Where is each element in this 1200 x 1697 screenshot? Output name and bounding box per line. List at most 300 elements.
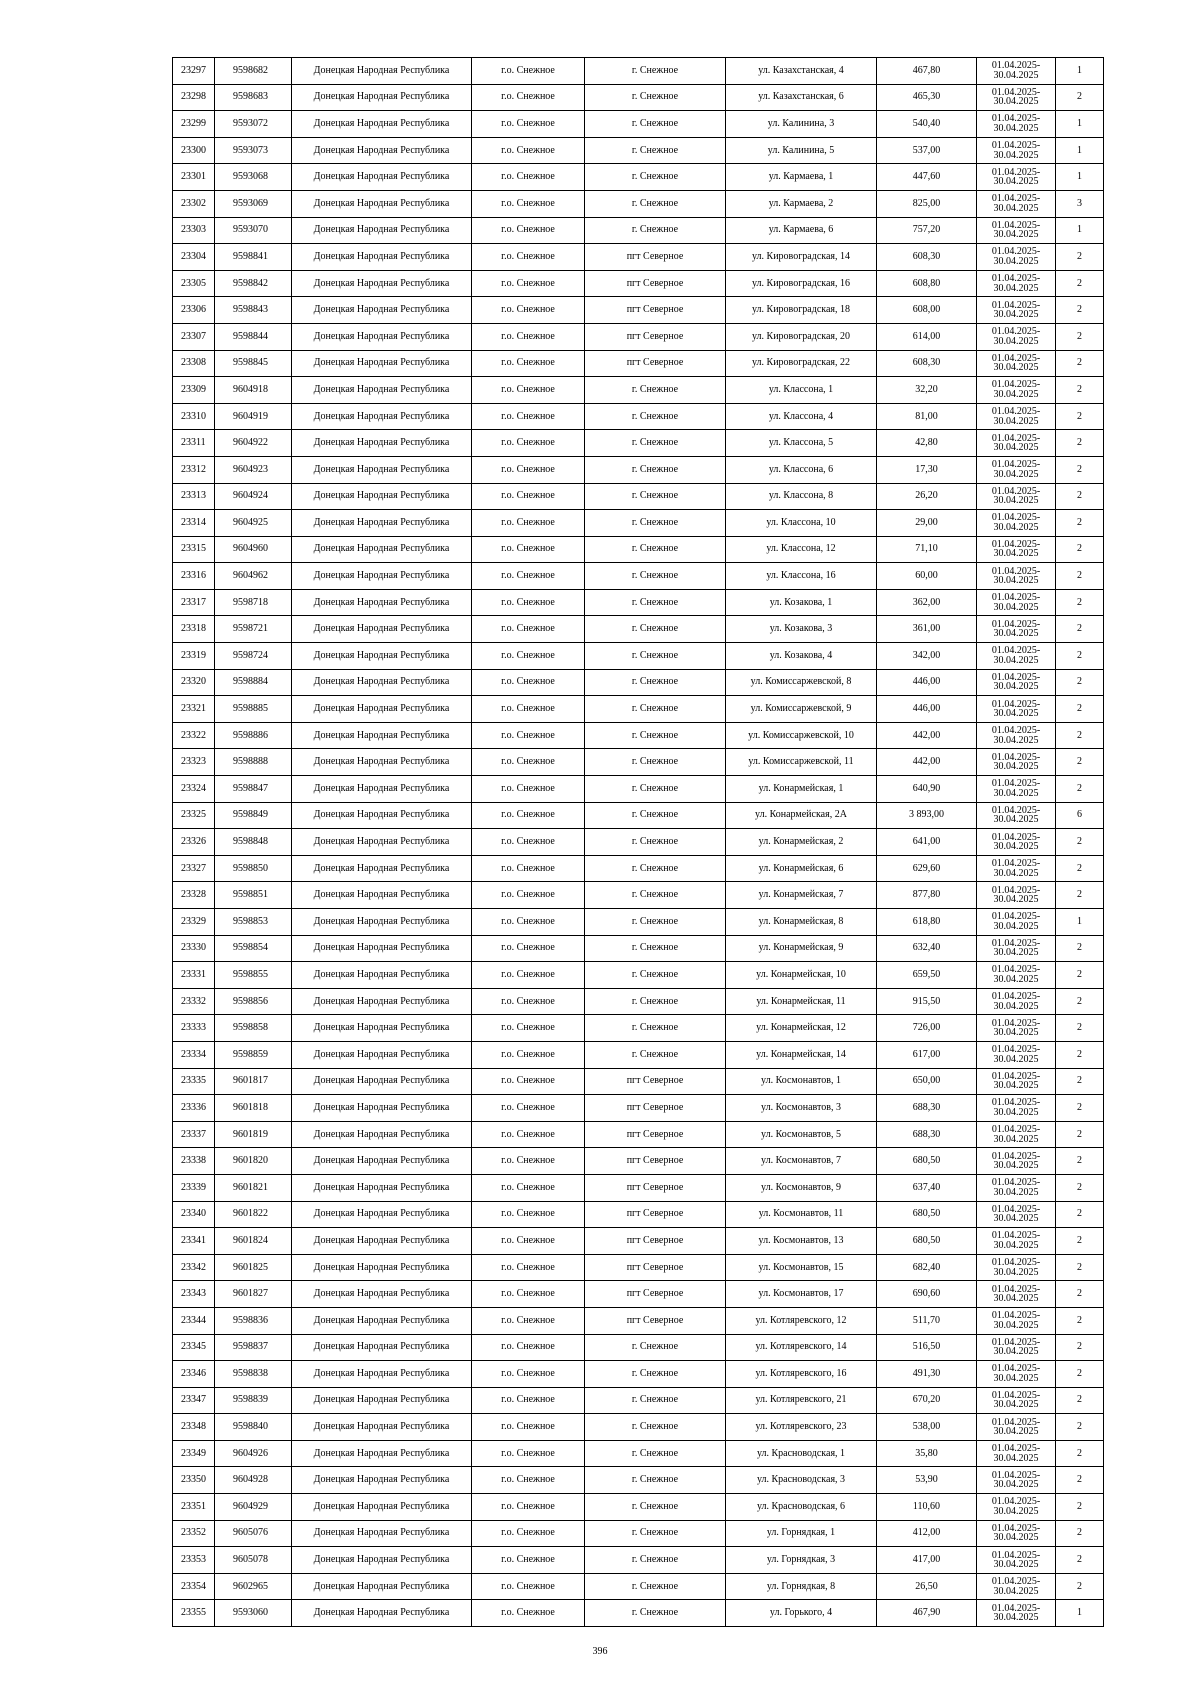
- area-cell: 516,50: [877, 1334, 977, 1361]
- period-end: 30.04.2025: [993, 947, 1039, 959]
- period-end: 30.04.2025: [993, 734, 1039, 746]
- period-cell: [977, 988, 1056, 1015]
- region-cell: Донецкая Народная Республика: [292, 217, 472, 244]
- category-cell: 2: [1056, 1068, 1104, 1095]
- district-cell: г.о. Снежное: [472, 1281, 585, 1308]
- settlement-cell: пгт Северное: [585, 1095, 726, 1122]
- table-row: [173, 669, 1104, 696]
- object-id-cell: 9593072: [215, 111, 292, 138]
- row-number-cell: 23343: [173, 1281, 215, 1308]
- period-cell: [977, 1041, 1056, 1068]
- category-cell: 2: [1056, 536, 1104, 563]
- table-row: [173, 1281, 1104, 1308]
- period-cell: [977, 1254, 1056, 1281]
- district-cell: г.о. Снежное: [472, 1361, 585, 1388]
- region-cell: Донецкая Народная Республика: [292, 643, 472, 670]
- object-id-cell: 9593069: [215, 190, 292, 217]
- object-id-cell: 9598837: [215, 1334, 292, 1361]
- period-start: 01.04.2025-: [991, 698, 1041, 710]
- region-cell: Донецкая Народная Республика: [292, 829, 472, 856]
- address-cell: ул. Конармейская, 12: [726, 1015, 877, 1042]
- area-cell: 53,90: [877, 1467, 977, 1494]
- period-end: 30.04.2025: [993, 1585, 1039, 1597]
- period-cell: [977, 669, 1056, 696]
- region-cell: Донецкая Народная Республика: [292, 111, 472, 138]
- housing-registry-table: [172, 57, 1104, 1627]
- table-row: [173, 350, 1104, 377]
- row-number-cell: 23349: [173, 1440, 215, 1467]
- area-cell: 629,60: [877, 855, 977, 882]
- period-end: 30.04.2025: [993, 1293, 1039, 1305]
- period-cell: [977, 350, 1056, 377]
- district-cell: г.о. Снежное: [472, 297, 585, 324]
- area-cell: 442,00: [877, 749, 977, 776]
- address-cell: ул. Классона, 4: [726, 403, 877, 430]
- period-cell: [977, 1520, 1056, 1547]
- period-start: 01.04.2025-: [991, 911, 1041, 923]
- period-end: 30.04.2025: [993, 1106, 1039, 1118]
- table-row: [173, 1307, 1104, 1334]
- category-cell: 2: [1056, 669, 1104, 696]
- object-id-cell: 9604929: [215, 1494, 292, 1521]
- row-number-cell: 23352: [173, 1520, 215, 1547]
- address-cell: ул. Котляревского, 14: [726, 1334, 877, 1361]
- period-cell: [977, 1467, 1056, 1494]
- period-start: 01.04.2025-: [991, 1283, 1041, 1295]
- settlement-cell: г. Снежное: [585, 1600, 726, 1627]
- period-end: 30.04.2025: [993, 1372, 1039, 1384]
- address-cell: ул. Кармаева, 2: [726, 190, 877, 217]
- district-cell: г.о. Снежное: [472, 58, 585, 85]
- row-number-cell: 23321: [173, 696, 215, 723]
- period-cell: [977, 430, 1056, 457]
- row-number-cell: 23337: [173, 1121, 215, 1148]
- category-cell: 3: [1056, 190, 1104, 217]
- period-cell: [977, 829, 1056, 856]
- area-cell: 614,00: [877, 323, 977, 350]
- category-cell: 2: [1056, 1361, 1104, 1388]
- period-start: 01.04.2025-: [991, 1443, 1041, 1455]
- period-end: 30.04.2025: [993, 681, 1039, 693]
- district-cell: г.о. Снежное: [472, 935, 585, 962]
- address-cell: ул. Казахстанская, 6: [726, 84, 877, 111]
- table-row: [173, 909, 1104, 936]
- period-cell: [977, 802, 1056, 829]
- address-cell: ул. Калинина, 3: [726, 111, 877, 138]
- period-start: 01.04.2025-: [991, 565, 1041, 577]
- address-cell: ул. Котляревского, 12: [726, 1307, 877, 1334]
- region-cell: Донецкая Народная Республика: [292, 935, 472, 962]
- category-cell: 2: [1056, 456, 1104, 483]
- period-cell: [977, 217, 1056, 244]
- period-cell: [977, 137, 1056, 164]
- settlement-cell: г. Снежное: [585, 909, 726, 936]
- category-cell: 2: [1056, 722, 1104, 749]
- row-number-cell: 23318: [173, 616, 215, 643]
- table-row: [173, 58, 1104, 85]
- period-start: 01.04.2025-: [991, 273, 1041, 285]
- period-cell: [977, 1494, 1056, 1521]
- district-cell: г.о. Снежное: [472, 696, 585, 723]
- period-start: 01.04.2025-: [991, 219, 1041, 231]
- row-number-cell: 23301: [173, 164, 215, 191]
- region-cell: Донецкая Народная Республика: [292, 589, 472, 616]
- settlement-cell: г. Снежное: [585, 58, 726, 85]
- settlement-cell: г. Снежное: [585, 430, 726, 457]
- settlement-cell: г. Снежное: [585, 1440, 726, 1467]
- table-body: [173, 58, 1104, 1627]
- period-end: 30.04.2025: [993, 973, 1039, 985]
- row-number-cell: 23311: [173, 430, 215, 457]
- period-start: 01.04.2025-: [991, 618, 1041, 630]
- district-cell: г.о. Снежное: [472, 217, 585, 244]
- period-end: 30.04.2025: [993, 1160, 1039, 1172]
- address-cell: ул. Козакова, 1: [726, 589, 877, 616]
- table-row: [173, 563, 1104, 590]
- region-cell: Донецкая Народная Республика: [292, 962, 472, 989]
- row-number-cell: 23333: [173, 1015, 215, 1042]
- district-cell: г.о. Снежное: [472, 988, 585, 1015]
- area-cell: 680,50: [877, 1228, 977, 1255]
- period-start: 01.04.2025-: [991, 1230, 1041, 1242]
- district-cell: г.о. Снежное: [472, 1148, 585, 1175]
- category-cell: 2: [1056, 616, 1104, 643]
- table-row: [173, 696, 1104, 723]
- period-start: 01.04.2025-: [991, 831, 1041, 843]
- address-cell: ул. Конармейская, 8: [726, 909, 877, 936]
- period-cell: [977, 1573, 1056, 1600]
- settlement-cell: пгт Северное: [585, 350, 726, 377]
- period-cell: [977, 1600, 1056, 1627]
- period-end: 30.04.2025: [993, 920, 1039, 932]
- period-cell: [977, 58, 1056, 85]
- object-id-cell: 9598839: [215, 1387, 292, 1414]
- district-cell: г.о. Снежное: [472, 563, 585, 590]
- settlement-cell: г. Снежное: [585, 749, 726, 776]
- period-end: 30.04.2025: [993, 1000, 1039, 1012]
- district-cell: г.о. Снежное: [472, 1494, 585, 1521]
- row-number-cell: 23307: [173, 323, 215, 350]
- period-start: 01.04.2025-: [991, 804, 1041, 816]
- period-start: 01.04.2025-: [991, 1203, 1041, 1215]
- object-id-cell: 9593060: [215, 1600, 292, 1627]
- settlement-cell: пгт Северное: [585, 1068, 726, 1095]
- area-cell: 35,80: [877, 1440, 977, 1467]
- district-cell: г.о. Снежное: [472, 669, 585, 696]
- object-id-cell: 9598683: [215, 84, 292, 111]
- category-cell: 2: [1056, 430, 1104, 457]
- category-cell: 2: [1056, 749, 1104, 776]
- area-cell: 361,00: [877, 616, 977, 643]
- settlement-cell: г. Снежное: [585, 164, 726, 191]
- category-cell: 2: [1056, 297, 1104, 324]
- category-cell: 1: [1056, 217, 1104, 244]
- table-row: [173, 1520, 1104, 1547]
- region-cell: Донецкая Народная Республика: [292, 244, 472, 271]
- table-row: [173, 1095, 1104, 1122]
- district-cell: г.о. Снежное: [472, 1174, 585, 1201]
- period-cell: [977, 1228, 1056, 1255]
- settlement-cell: пгт Северное: [585, 1228, 726, 1255]
- district-cell: г.о. Снежное: [472, 1387, 585, 1414]
- table-row: [173, 297, 1104, 324]
- district-cell: г.о. Снежное: [472, 1573, 585, 1600]
- region-cell: Донецкая Народная Республика: [292, 616, 472, 643]
- period-cell: [977, 696, 1056, 723]
- row-number-cell: 23312: [173, 456, 215, 483]
- region-cell: Донецкая Народная Республика: [292, 882, 472, 909]
- table-row: [173, 1494, 1104, 1521]
- area-cell: 690,60: [877, 1281, 977, 1308]
- period-end: 30.04.2025: [993, 1053, 1039, 1065]
- address-cell: ул. Конармейская, 7: [726, 882, 877, 909]
- category-cell: 2: [1056, 1494, 1104, 1521]
- object-id-cell: 9598851: [215, 882, 292, 909]
- object-id-cell: 9598859: [215, 1041, 292, 1068]
- row-number-cell: 23347: [173, 1387, 215, 1414]
- address-cell: ул. Конармейская, 10: [726, 962, 877, 989]
- area-cell: 825,00: [877, 190, 977, 217]
- settlement-cell: г. Снежное: [585, 510, 726, 537]
- row-number-cell: 23332: [173, 988, 215, 1015]
- object-id-cell: 9598841: [215, 244, 292, 271]
- period-end: 30.04.2025: [993, 229, 1039, 241]
- region-cell: Донецкая Народная Республика: [292, 1520, 472, 1547]
- row-number-cell: 23350: [173, 1467, 215, 1494]
- row-number-cell: 23322: [173, 722, 215, 749]
- address-cell: ул. Комиссаржевской, 8: [726, 669, 877, 696]
- period-start: 01.04.2025-: [991, 964, 1041, 976]
- district-cell: г.о. Снежное: [472, 403, 585, 430]
- district-cell: г.о. Снежное: [472, 244, 585, 271]
- row-number-cell: 23320: [173, 669, 215, 696]
- period-end: 30.04.2025: [993, 1266, 1039, 1278]
- period-start: 01.04.2025-: [991, 406, 1041, 418]
- category-cell: 2: [1056, 350, 1104, 377]
- settlement-cell: г. Снежное: [585, 802, 726, 829]
- period-end: 30.04.2025: [993, 575, 1039, 587]
- row-number-cell: 23326: [173, 829, 215, 856]
- table-row: [173, 377, 1104, 404]
- district-cell: г.о. Снежное: [472, 1547, 585, 1574]
- row-number-cell: 23300: [173, 137, 215, 164]
- row-number-cell: 23297: [173, 58, 215, 85]
- object-id-cell: 9598721: [215, 616, 292, 643]
- address-cell: ул. Комиссаржевской, 10: [726, 722, 877, 749]
- region-cell: Донецкая Народная Республика: [292, 696, 472, 723]
- category-cell: 2: [1056, 1467, 1104, 1494]
- period-start: 01.04.2025-: [991, 140, 1041, 152]
- region-cell: Донецкая Народная Республика: [292, 1174, 472, 1201]
- period-end: 30.04.2025: [993, 761, 1039, 773]
- period-cell: [977, 855, 1056, 882]
- region-cell: Донецкая Народная Республика: [292, 1148, 472, 1175]
- district-cell: г.о. Снежное: [472, 722, 585, 749]
- object-id-cell: 9604962: [215, 563, 292, 590]
- category-cell: 2: [1056, 855, 1104, 882]
- area-cell: 26,50: [877, 1573, 977, 1600]
- settlement-cell: г. Снежное: [585, 190, 726, 217]
- period-cell: [977, 377, 1056, 404]
- row-number-cell: 23341: [173, 1228, 215, 1255]
- address-cell: ул. Казахстанская, 4: [726, 58, 877, 85]
- object-id-cell: 9598850: [215, 855, 292, 882]
- settlement-cell: г. Снежное: [585, 962, 726, 989]
- address-cell: ул. Козакова, 3: [726, 616, 877, 643]
- table-row: [173, 749, 1104, 776]
- object-id-cell: 9598724: [215, 643, 292, 670]
- category-cell: 2: [1056, 244, 1104, 271]
- district-cell: г.о. Снежное: [472, 84, 585, 111]
- table-row: [173, 882, 1104, 909]
- category-cell: 2: [1056, 935, 1104, 962]
- district-cell: г.о. Снежное: [472, 164, 585, 191]
- area-cell: 3 893,00: [877, 802, 977, 829]
- area-cell: 32,20: [877, 377, 977, 404]
- settlement-cell: пгт Северное: [585, 244, 726, 271]
- area-cell: 17,30: [877, 456, 977, 483]
- row-number-cell: 23306: [173, 297, 215, 324]
- period-end: 30.04.2025: [993, 841, 1039, 853]
- settlement-cell: пгт Северное: [585, 1281, 726, 1308]
- region-cell: Донецкая Народная Республика: [292, 323, 472, 350]
- region-cell: Донецкая Народная Республика: [292, 536, 472, 563]
- table-row: [173, 829, 1104, 856]
- region-cell: Донецкая Народная Республика: [292, 749, 472, 776]
- district-cell: г.о. Снежное: [472, 1307, 585, 1334]
- row-number-cell: 23328: [173, 882, 215, 909]
- address-cell: ул. Конармейская, 9: [726, 935, 877, 962]
- region-cell: Донецкая Народная Республика: [292, 1361, 472, 1388]
- district-cell: г.о. Снежное: [472, 1467, 585, 1494]
- settlement-cell: г. Снежное: [585, 1015, 726, 1042]
- area-cell: 446,00: [877, 669, 977, 696]
- period-cell: [977, 1015, 1056, 1042]
- object-id-cell: 9601820: [215, 1148, 292, 1175]
- row-number-cell: 23339: [173, 1174, 215, 1201]
- address-cell: ул. Классона, 16: [726, 563, 877, 590]
- address-cell: ул. Конармейская, 1: [726, 776, 877, 803]
- area-cell: 682,40: [877, 1254, 977, 1281]
- area-cell: 726,00: [877, 1015, 977, 1042]
- settlement-cell: г. Снежное: [585, 1547, 726, 1574]
- row-number-cell: 23351: [173, 1494, 215, 1521]
- region-cell: Донецкая Народная Республика: [292, 1414, 472, 1441]
- period-end: 30.04.2025: [993, 1479, 1039, 1491]
- row-number-cell: 23342: [173, 1254, 215, 1281]
- district-cell: г.о. Снежное: [472, 909, 585, 936]
- category-cell: 1: [1056, 58, 1104, 85]
- period-cell: [977, 563, 1056, 590]
- address-cell: ул. Горького, 4: [726, 1600, 877, 1627]
- row-number-cell: 23330: [173, 935, 215, 962]
- period-end: 30.04.2025: [993, 867, 1039, 879]
- category-cell: 2: [1056, 377, 1104, 404]
- settlement-cell: г. Снежное: [585, 669, 726, 696]
- period-end: 30.04.2025: [993, 1505, 1039, 1517]
- row-number-cell: 23304: [173, 244, 215, 271]
- region-cell: Донецкая Народная Республика: [292, 483, 472, 510]
- period-cell: [977, 164, 1056, 191]
- object-id-cell: 9598848: [215, 829, 292, 856]
- region-cell: Донецкая Народная Республика: [292, 164, 472, 191]
- object-id-cell: 9598854: [215, 935, 292, 962]
- address-cell: ул. Кармаева, 1: [726, 164, 877, 191]
- row-number-cell: 23334: [173, 1041, 215, 1068]
- period-cell: [977, 1095, 1056, 1122]
- area-cell: 659,50: [877, 962, 977, 989]
- district-cell: г.о. Снежное: [472, 1254, 585, 1281]
- district-cell: г.о. Снежное: [472, 377, 585, 404]
- category-cell: 6: [1056, 802, 1104, 829]
- region-cell: Донецкая Народная Республика: [292, 190, 472, 217]
- address-cell: ул. Классона, 1: [726, 377, 877, 404]
- address-cell: ул. Космонавтов, 13: [726, 1228, 877, 1255]
- object-id-cell: 9593070: [215, 217, 292, 244]
- period-end: 30.04.2025: [993, 468, 1039, 480]
- object-id-cell: 9593068: [215, 164, 292, 191]
- address-cell: ул. Конармейская, 2А: [726, 802, 877, 829]
- table-row: [173, 1254, 1104, 1281]
- area-cell: 60,00: [877, 563, 977, 590]
- period-cell: [977, 297, 1056, 324]
- address-cell: ул. Козакова, 4: [726, 643, 877, 670]
- area-cell: 442,00: [877, 722, 977, 749]
- district-cell: г.о. Снежное: [472, 1095, 585, 1122]
- period-end: 30.04.2025: [993, 1239, 1039, 1251]
- object-id-cell: 9602965: [215, 1573, 292, 1600]
- address-cell: ул. Кировоградская, 16: [726, 270, 877, 297]
- district-cell: г.о. Снежное: [472, 1520, 585, 1547]
- address-cell: ул. Кировоградская, 18: [726, 297, 877, 324]
- row-number-cell: 23338: [173, 1148, 215, 1175]
- category-cell: 2: [1056, 1414, 1104, 1441]
- period-cell: [977, 244, 1056, 271]
- row-number-cell: 23313: [173, 483, 215, 510]
- row-number-cell: 23310: [173, 403, 215, 430]
- category-cell: 1: [1056, 137, 1104, 164]
- address-cell: ул. Кировоградская, 14: [726, 244, 877, 271]
- district-cell: г.о. Снежное: [472, 1414, 585, 1441]
- district-cell: г.о. Снежное: [472, 350, 585, 377]
- object-id-cell: 9604923: [215, 456, 292, 483]
- district-cell: г.о. Снежное: [472, 456, 585, 483]
- row-number-cell: 23319: [173, 643, 215, 670]
- area-cell: 608,80: [877, 270, 977, 297]
- settlement-cell: пгт Северное: [585, 270, 726, 297]
- object-id-cell: 9605078: [215, 1547, 292, 1574]
- settlement-cell: г. Снежное: [585, 696, 726, 723]
- address-cell: ул. Космонавтов, 17: [726, 1281, 877, 1308]
- district-cell: г.о. Снежное: [472, 270, 585, 297]
- settlement-cell: г. Снежное: [585, 1414, 726, 1441]
- area-cell: 447,60: [877, 164, 977, 191]
- period-end: 30.04.2025: [993, 1612, 1039, 1624]
- object-id-cell: 9593073: [215, 137, 292, 164]
- table-row: [173, 1148, 1104, 1175]
- period-end: 30.04.2025: [993, 521, 1039, 533]
- table-row: [173, 137, 1104, 164]
- settlement-cell: г. Снежное: [585, 882, 726, 909]
- settlement-cell: г. Снежное: [585, 829, 726, 856]
- district-cell: г.о. Снежное: [472, 1440, 585, 1467]
- category-cell: 2: [1056, 1334, 1104, 1361]
- area-cell: 915,50: [877, 988, 977, 1015]
- page-number: 396: [592, 1646, 608, 1657]
- region-cell: Донецкая Народная Республика: [292, 1600, 472, 1627]
- category-cell: 2: [1056, 1440, 1104, 1467]
- period-cell: [977, 1387, 1056, 1414]
